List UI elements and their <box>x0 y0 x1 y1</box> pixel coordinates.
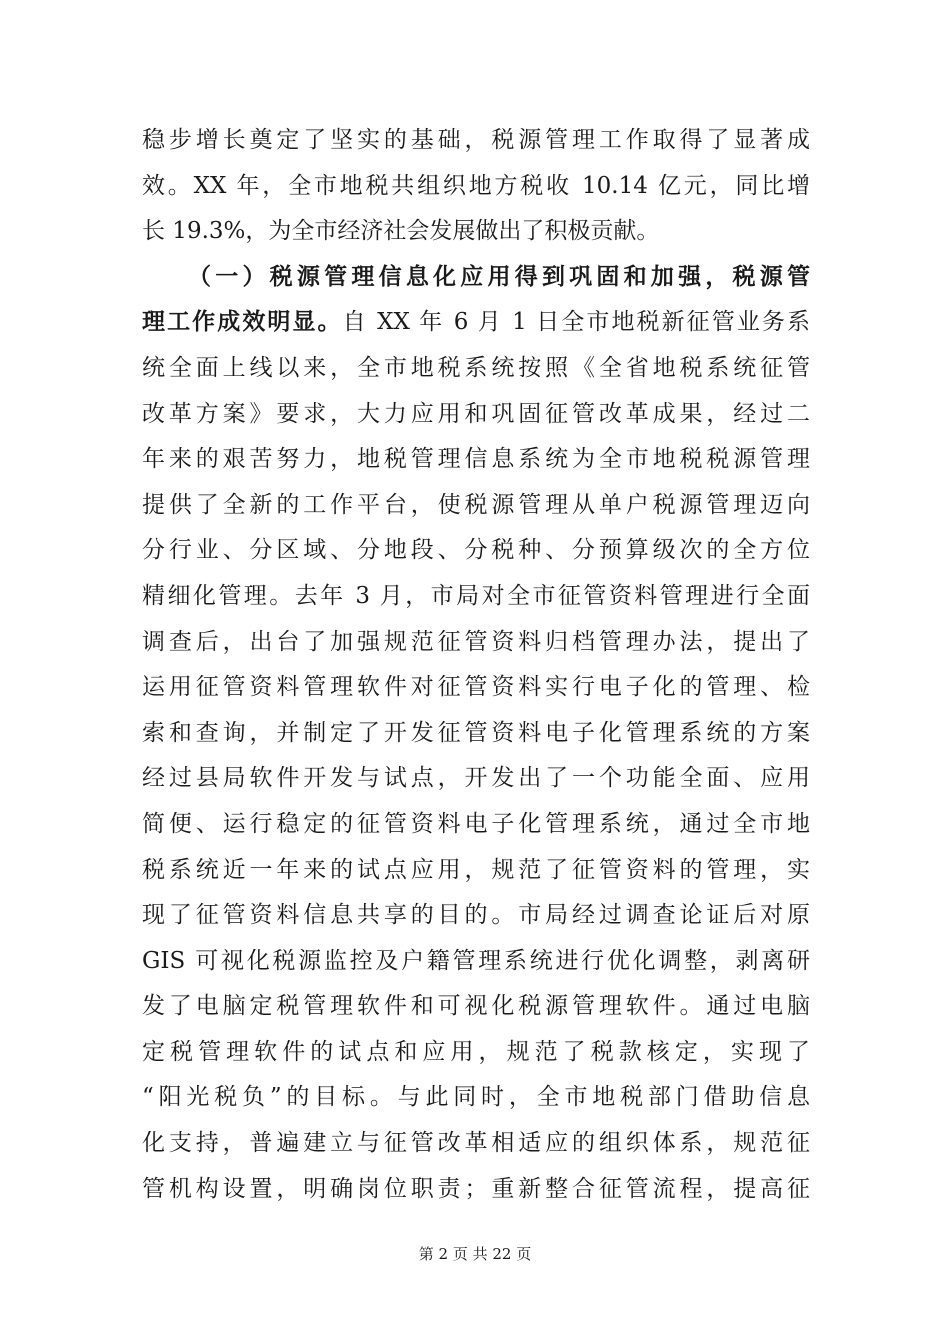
text-line: GIS 可视化税源监控及户籍管理系统进行优化调整，剥离研 <box>142 947 810 974</box>
text-line: 定税管理软件的试点和应用，规范了税款核定，实现了 <box>142 1038 810 1065</box>
text-line: 管机构设置，明确岗位职责；重新整合征管流程，提高征 <box>142 1175 810 1202</box>
text-line: 统全面上线以来，全市地税系统按照《全省地税系统征管 <box>142 354 810 381</box>
text-line <box>142 300 810 346</box>
text-line: 发了电脑定税管理软件和可视化税源管理软件。通过电脑 <box>142 993 810 1020</box>
text-line: 精细化管理。去年 3 月，市局对全市征管资料管理进行全面 <box>142 582 810 609</box>
text-line: 稳步增长奠定了坚实的基础，税源管理工作取得了显著成 <box>142 127 810 153</box>
text-line: 索和查询，并制定了开发征管资料电子化管理系统的方案 <box>142 719 810 746</box>
text-line: 改革方案》要求，大力应用和巩固征管改革成果，经过二 <box>142 400 810 427</box>
text-line: 分行业、分区域、分地段、分税种、分预算级次的全方位 <box>142 537 810 564</box>
body-text <box>142 118 810 1212</box>
text-line: 简便、运行稳定的征管资料电子化管理系统，通过全市地 <box>142 810 810 837</box>
text-line: 运用征管资料管理软件对征管资料实行电子化的管理、检 <box>142 674 810 701</box>
text-line: 提供了全新的工作平台，使税源管理从单户税源管理迈向 <box>142 491 810 518</box>
section-heading-line <box>142 255 810 301</box>
text-line: 税系统近一年来的试点应用，规范了征管资料的管理，实 <box>142 856 810 883</box>
text-line: 调查后，出台了加强规范征管资料归档管理办法，提出了 <box>142 628 810 655</box>
page-number-footer: 第 2 页 共 22 页 <box>418 1245 532 1263</box>
text-line: “阳光税负”的目标。与此同时，全市地税部门借助信息 <box>142 1084 810 1111</box>
text-span: 自 XX 年 6 月 1 日全市地税新征管业务系 <box>342 309 810 336</box>
text-line: 年来的艰苦努力，地税管理信息系统为全市地税税源管理 <box>142 446 810 473</box>
section-heading: （一）税源管理信息化应用得到巩固和加强，税源管 <box>188 263 810 290</box>
text-line: 长 19.3%，为全市经济社会发展做出了积极贡献。 <box>142 218 660 245</box>
text-line: 经过县局软件开发与试点，开发出了一个功能全面、应用 <box>142 765 810 792</box>
section-heading-end: 理工作成效明显。 <box>142 309 343 336</box>
text-line: 化支持，普遍建立与征管改革相适应的组织体系，规范征 <box>142 1130 810 1157</box>
text-line: 效。XX 年，全市地税共组织地方税收 10.14 亿元，同比增 <box>142 172 810 199</box>
text-line: 现了征管资料信息共享的目的。市局经过调查论证后对原 <box>142 902 810 929</box>
